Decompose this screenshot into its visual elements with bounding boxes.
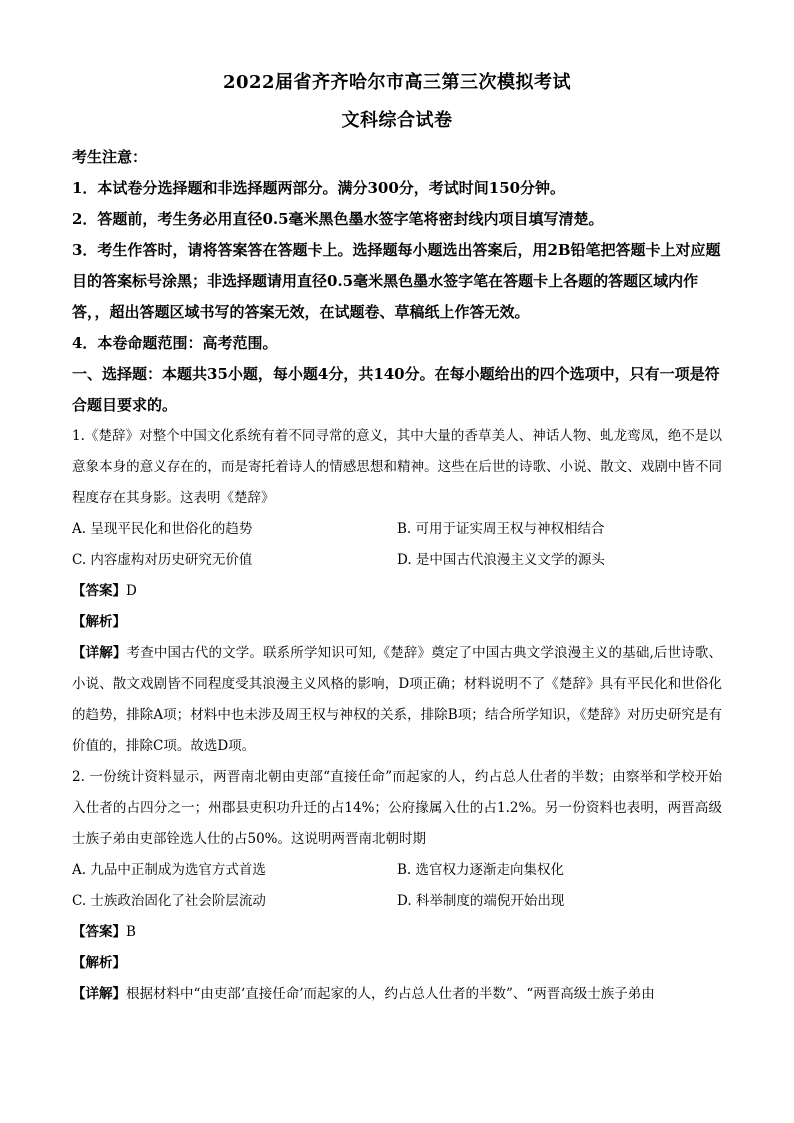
question-stem: 2. 一份统计资料显示，两晋南北朝由吏部“直接任命”而起家的人，约占总人仕者的半数；由察举和学校开始入仕者的占四分之一；州郡县吏积功升迁的占14%；公府掾属入仕的占1.2%。另一份资料也表明，两晋高级士族子弟由吏部铨选人仕的占50%。这说明两晋南北朝时期 bbox=[72, 769, 722, 847]
answer-line bbox=[72, 576, 722, 607]
option-a: A. 九品中正制成为选官方式首选 bbox=[72, 862, 266, 878]
detail-text: 根据材料中“由吏部‘直接任命’而起家的人，约占总人仕者的半数”、“两晋高级士族子弟由 bbox=[126, 986, 655, 1002]
detail-label: 【详解】 bbox=[72, 986, 126, 1002]
answer-value: D bbox=[126, 583, 137, 599]
question-options bbox=[72, 855, 722, 917]
exam-page bbox=[72, 68, 722, 1010]
answer-line bbox=[72, 917, 722, 948]
answer-label: 【答案】 bbox=[72, 924, 126, 940]
option-c: C. 士族政治固化了社会阶层流动 bbox=[72, 893, 266, 909]
detail-paragraph bbox=[72, 638, 722, 762]
exam-title: 2022届省齐齐哈尔市高三第三次模拟考试 bbox=[222, 72, 572, 93]
answer-value: B bbox=[126, 924, 136, 940]
detail-text: 考查中国古代的文学。联系所学知识可知,《楚辞》奠定了中国古典文学浪漫主义的基础,后世诗歌、小说、散文戏剧皆不同程度受其浪漫主义风格的影响，D项正确；材料说明不了《楚辞》具有平民化和世俗化的趋势，排除A项；材料中也未涉及周王权与神权的关系，排除B项；结合所学知识，《楚辞》对历史研究是有价值的，排除C项。故选D项。 bbox=[72, 645, 722, 754]
analysis-label: 【解析】 bbox=[72, 614, 126, 630]
option-b: B. 选官权力逐渐走向集权化 bbox=[397, 862, 565, 878]
option-d: D. 科举制度的端倪开始出现 bbox=[397, 893, 565, 909]
option-b: B. 可用于证实周王权与神权相结合 bbox=[397, 521, 605, 537]
analysis-label: 【解析】 bbox=[72, 955, 126, 971]
exam-subtitle: 文科综合试卷 bbox=[341, 110, 453, 131]
notice-item: 2．答题前，考生务必用直径0.5毫米黑色墨水签字笔将密封线内项目填写清楚。 bbox=[72, 210, 604, 228]
analysis-line bbox=[72, 607, 722, 638]
detail-label: 【详解】 bbox=[72, 645, 127, 661]
question-stem: 1.《楚辞》对整个中国文化系统有着不同寻常的意义，其中大量的香草美人、神话人物、虬龙鸾凤，绝不是以意象本身的意义存在的，而是寄托着诗人的情感思想和精神。这些在后世的诗歌、小说、散文、戏剧中皆不同程度存在其身影。这表明《楚辞》 bbox=[72, 428, 722, 506]
notice-item: 3．考生作答时，请将答案答在答题卡上。选择题每小题选出答案后，用2B铅笔把答题卡上对应题目的答案标号涂黑；非选择题请用直径0.5毫米黑色墨水签字笔在答题卡上各题的答题区域内作答，，超出答题区域书写的答案无效，在试题卷、草稿纸上作答无效。 bbox=[72, 241, 721, 321]
option-a: A. 呈现平民化和世俗化的趋势 bbox=[72, 521, 253, 537]
detail-paragraph bbox=[72, 979, 722, 1010]
question-options bbox=[72, 514, 722, 576]
notice-item: 4．本卷命题范围：高考范围。 bbox=[72, 334, 278, 352]
analysis-line bbox=[72, 948, 722, 979]
section-heading: 一、选择题：本题共35小题，每小题4分，共140分。在每小题给出的四个选项中，只有一项是符合题目要求的。 bbox=[72, 365, 720, 414]
notice-item: 1．本试卷分选择题和非选择题两部分。满分300分，考试时间150分钟。 bbox=[72, 179, 566, 197]
question-2 bbox=[72, 762, 722, 1010]
question-1 bbox=[72, 421, 722, 762]
option-c: C. 内容虚构对历史研究无价值 bbox=[72, 552, 253, 568]
option-d: D. 是中国古代浪漫主义文学的源头 bbox=[397, 552, 605, 568]
answer-label: 【答案】 bbox=[72, 583, 126, 599]
notice-heading: 考生注意： bbox=[72, 148, 148, 166]
